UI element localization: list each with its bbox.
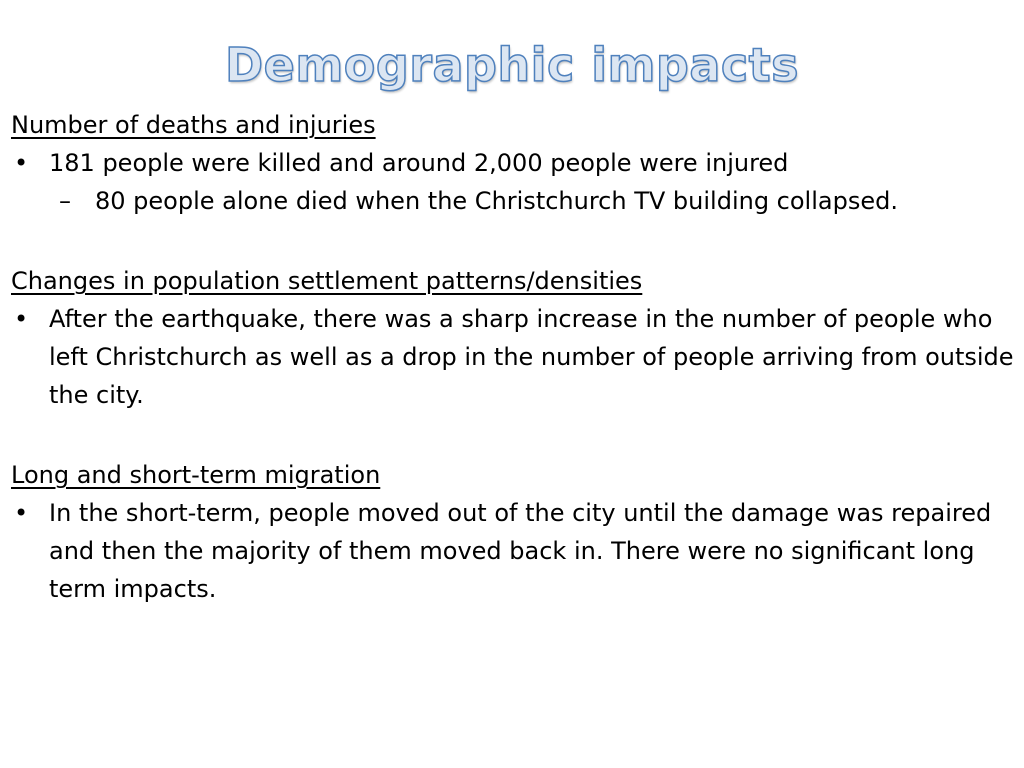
bullet-item — [11, 494, 1021, 608]
section-deaths-injuries — [11, 106, 1021, 220]
section-migration — [11, 456, 1021, 608]
slide-title: Demographic impacts — [224, 38, 800, 92]
bullet-text: After the earthquake, there was a sharp increase in the number of people who left Christchurch as well as a drop in the number of people arriving from outside the city. — [49, 305, 1014, 409]
spacer — [11, 414, 1021, 456]
sub-bullet-text: 80 people alone died when the Christchurch TV building collapsed. — [95, 187, 898, 215]
section-heading: Long and short-term migration — [11, 461, 381, 489]
bullet-icon: • — [14, 305, 29, 333]
section-heading: Number of deaths and injuries — [11, 111, 376, 139]
bullet-text: 181 people were killed and around 2,000 people were injured — [49, 149, 789, 177]
bullet-icon: • — [14, 499, 29, 527]
bullet-item — [11, 144, 1021, 182]
bullet-text: In the short-term, people moved out of the city until the damage was repaired and then the majority of them moved back in. There were no significant long term impacts. — [49, 499, 992, 603]
slide-content — [11, 106, 1021, 608]
sub-bullet-item — [11, 182, 1021, 220]
bullet-icon: • — [14, 149, 29, 177]
dash-icon: – — [59, 187, 71, 215]
spacer — [11, 220, 1021, 262]
section-population-patterns — [11, 262, 1021, 414]
bullet-item — [11, 300, 1021, 414]
section-heading: Changes in population settlement patterns/densities — [11, 267, 643, 295]
